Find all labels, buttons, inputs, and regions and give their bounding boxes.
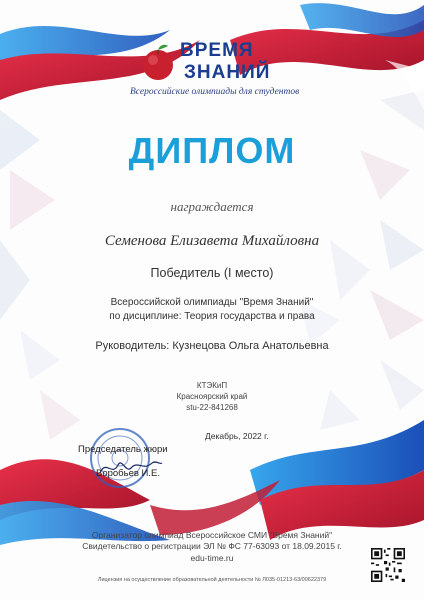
organizer-line: Организатор олимпиад Всероссийское СМИ "Время Знаний" (91, 530, 333, 540)
institution: КТЭКиП (196, 381, 228, 390)
logo-tagline: Всероссийские олимпиады для студентов (130, 87, 300, 97)
qr-code[interactable] (371, 548, 405, 582)
website-link[interactable]: edu-time.ru (190, 553, 234, 563)
registration-line: Свидетельство о регистрации ЭЛ № ФС 77-63093 от 18.09.2015 г. (82, 541, 342, 551)
awarded-text: награждается (170, 199, 254, 214)
jury-chair-label: Председатель жюри (78, 444, 168, 455)
participant-code: stu-22-841268 (186, 403, 238, 412)
apple-icon (138, 42, 178, 82)
supervisor-line: Руководитель: Кузнецова Ольга Анатольевна (95, 340, 329, 352)
olympiad-name: Всероссийской олимпиады "Время Знаний" (110, 297, 314, 308)
jury-chair-name: Воробьев И.Е. (96, 468, 160, 479)
diploma-title: ДИПЛОМ (128, 130, 296, 171)
license-line: Лицензия на осуществление образовательной деятельности № Л035-01213-63/00622379 (97, 577, 327, 583)
award-place: Победитель (I место) (150, 266, 274, 280)
recipient-name: Семенова Елизавета Михайловна (104, 233, 320, 249)
issue-date: Декабрь, 2022 г. (205, 431, 269, 441)
logo-title-line2: ЗНАНИЙ (184, 62, 271, 83)
logo-title-line1: ВРЕМЯ (180, 40, 254, 61)
olympiad-discipline: по дисциплине: Теория государства и права (109, 311, 315, 322)
region: Красноярский край (176, 392, 248, 401)
